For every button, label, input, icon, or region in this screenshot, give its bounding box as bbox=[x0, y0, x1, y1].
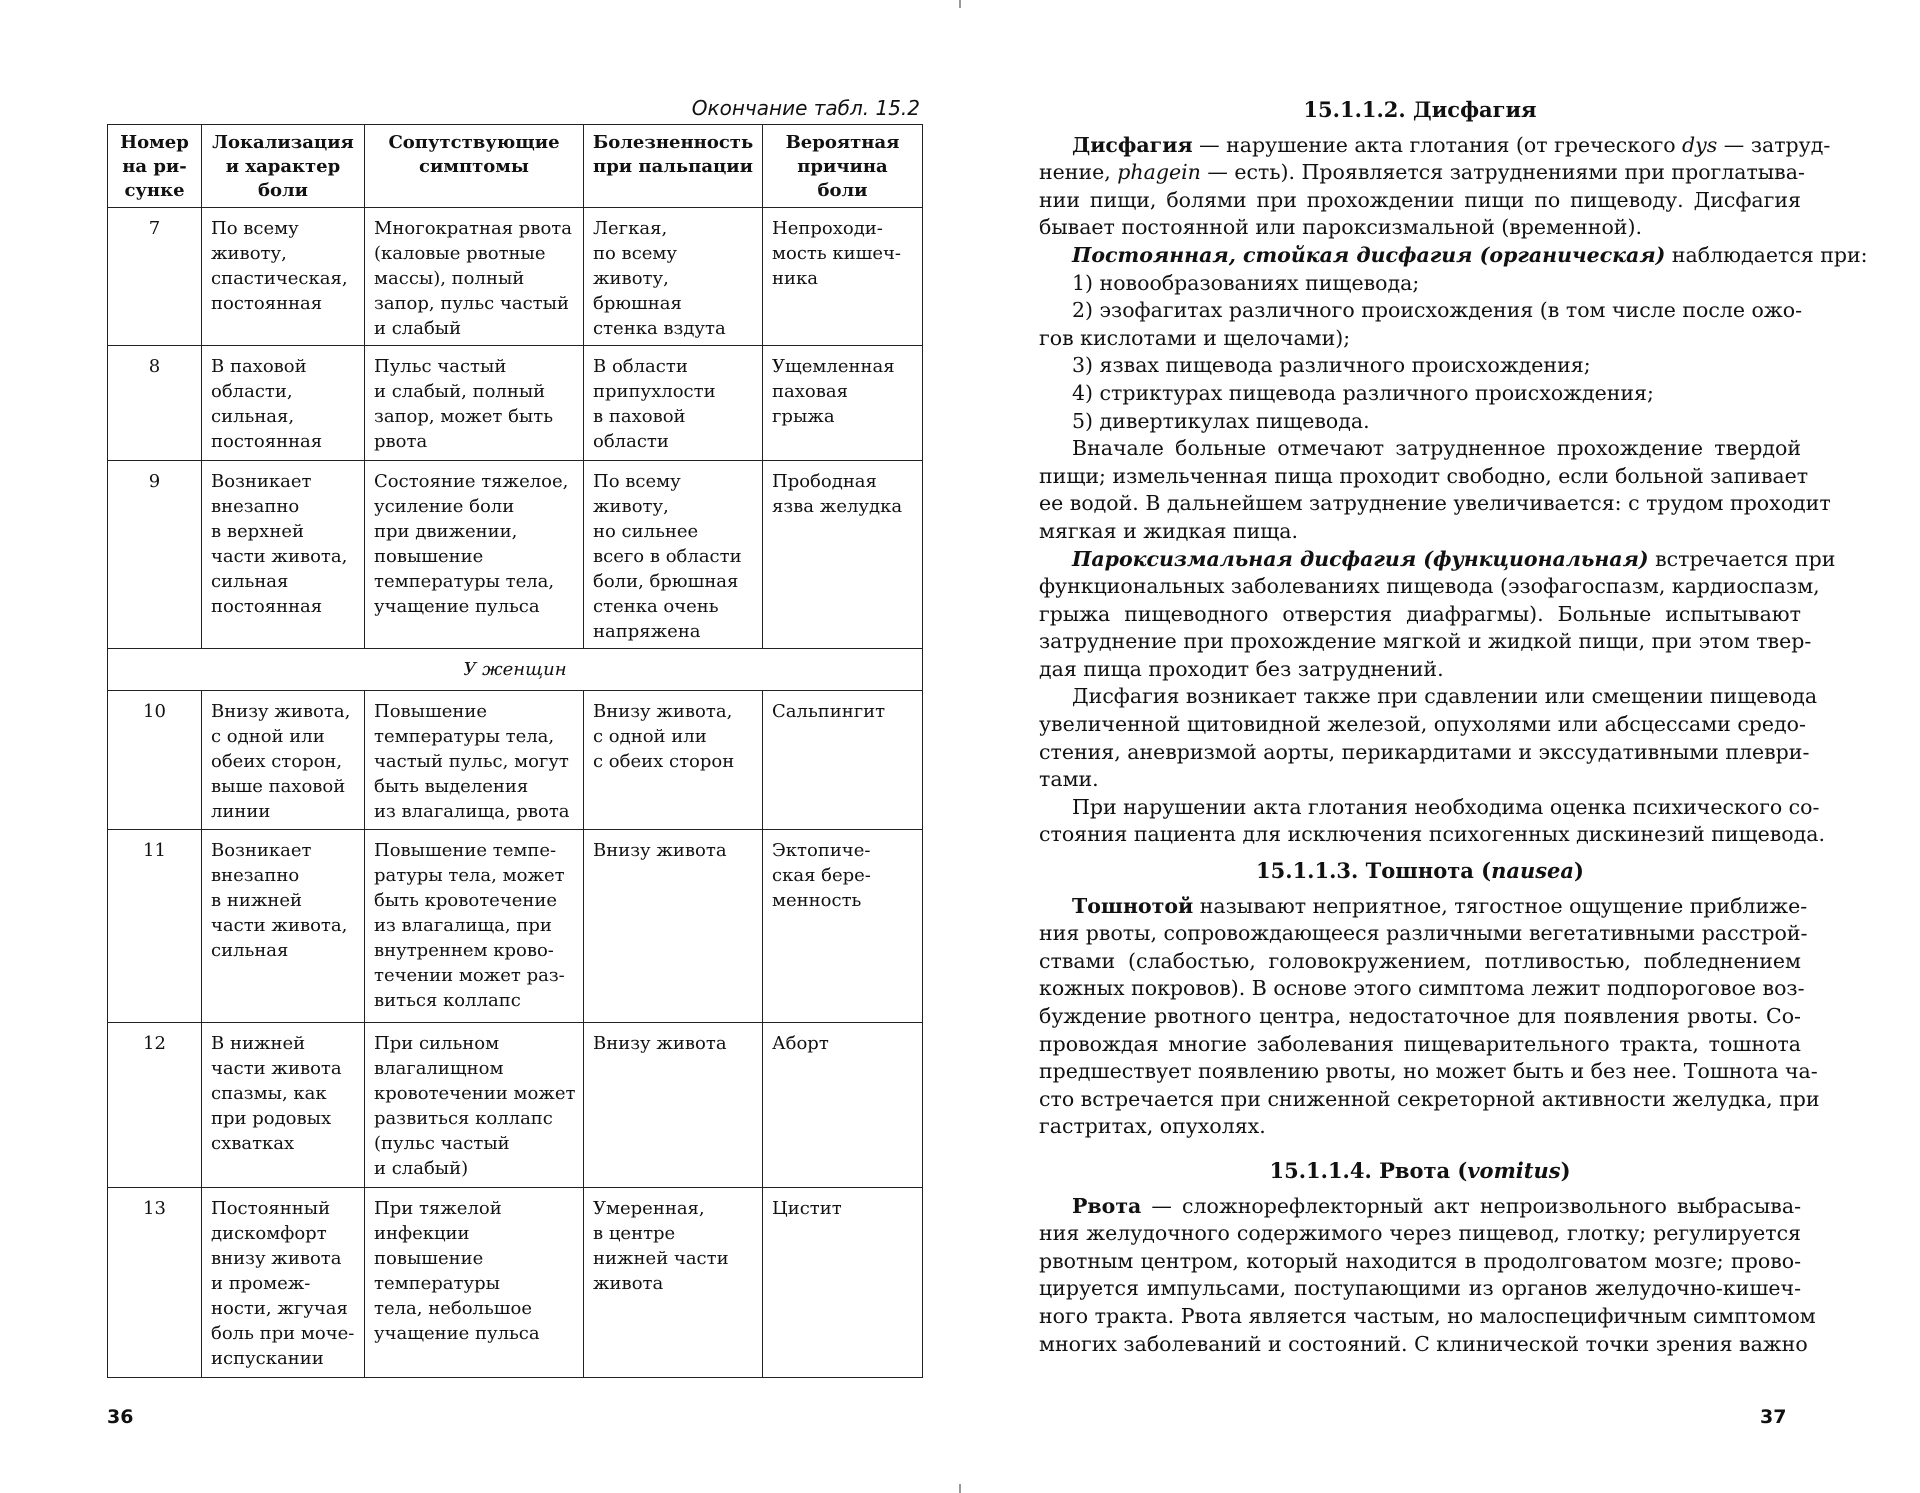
cell-line: язва желудка bbox=[772, 496, 903, 517]
cell-line: линии bbox=[211, 801, 271, 822]
dysphagia-p4-line1: Пароксизмальная дисфагия (функциональная) встречается при bbox=[1072, 546, 1836, 571]
text-line: затруднение при прохождение мягкой и жидкой пищи, при этом твер- bbox=[1039, 629, 1812, 654]
cell-line: Возникает bbox=[211, 840, 312, 861]
cell-line: с одной или bbox=[593, 726, 707, 747]
cell-line: сильная bbox=[211, 940, 289, 961]
dysphagia-p2-line1: Постоянная, стойкая дисфагия (органическая) наблюдается при: bbox=[1072, 242, 1868, 267]
cell-line: рвота bbox=[374, 431, 428, 452]
table-caption: Окончание табл. 15.2 bbox=[691, 96, 920, 120]
cell-palpation bbox=[584, 1188, 763, 1378]
cell-line: Вероятная bbox=[785, 132, 900, 153]
dysphagia-p1-line3: нии пищи, болями при прохождении пищи по пищеводу. Дисфагия bbox=[1039, 187, 1801, 212]
cell-line: (пульс частый bbox=[374, 1133, 510, 1154]
cell-line: части живота, bbox=[211, 915, 348, 936]
cell-line: Ущемленная bbox=[772, 356, 895, 377]
header-symptoms bbox=[365, 125, 584, 208]
text-line: цируется импульсами, поступающими из органов желудочно-кишеч- bbox=[1039, 1276, 1801, 1301]
cell-line: учащение пульса bbox=[374, 1323, 540, 1344]
cell-line: боль при моче- bbox=[211, 1323, 355, 1344]
cell-localization bbox=[202, 461, 365, 649]
cell-line: паховая bbox=[772, 381, 848, 402]
cell-line: на ри- bbox=[122, 156, 187, 177]
heading-nausea: 15.1.1.3. Тошнота (nausea) bbox=[1256, 858, 1584, 884]
cell-line: Сальпингит bbox=[772, 701, 886, 722]
cell-line: внутреннем крово- bbox=[374, 940, 554, 961]
nausea-line1: Тошнотой называют неприятное, тягостное ощущение приближе- bbox=[1072, 893, 1808, 918]
cell-line: постоянная bbox=[211, 596, 323, 617]
cell-line: и характер bbox=[225, 156, 341, 177]
cell-line: В области bbox=[593, 356, 688, 377]
cell-line: в нижней bbox=[211, 890, 303, 911]
cell-line: живота bbox=[593, 1273, 664, 1294]
cell-line: Повышение bbox=[374, 701, 488, 722]
dysphagia-p1-line2: нение, phagein — есть). Проявляется затруднениями при проглатыва- bbox=[1039, 160, 1805, 185]
cell-line: постоянная bbox=[211, 431, 323, 452]
text-line: ствами (слабостью, головокружением, потливостью, побледнением bbox=[1039, 948, 1801, 973]
table-row bbox=[108, 1023, 923, 1188]
dysphagia-p6 bbox=[1039, 794, 1825, 849]
dysphagia-p4 bbox=[1039, 573, 1820, 683]
cell-cause bbox=[763, 1023, 923, 1188]
cell-line: симптомы bbox=[419, 156, 529, 177]
cell-line: боли bbox=[817, 180, 868, 201]
cell-line: с обеих сторон bbox=[593, 751, 735, 772]
cell-line: сильная bbox=[211, 571, 289, 592]
cell-line: Эктопиче- bbox=[772, 840, 871, 861]
list-item: 5) дивертикулах пищевода. bbox=[1072, 408, 1370, 433]
heading-vomiting: 15.1.1.4. Рвота (vomitus) bbox=[1269, 1157, 1571, 1183]
text-line: гастритах, опухолях. bbox=[1039, 1114, 1266, 1139]
list-item: гов кислотами и щелочами); bbox=[1039, 325, 1351, 350]
dysphagia-p1-line4: бывает постоянной или пароксизмальной (временной). bbox=[1039, 215, 1642, 240]
list-item: 4) стриктурах пищевода различного происхождения; bbox=[1072, 380, 1654, 405]
cell-line: Возникает bbox=[211, 471, 312, 492]
cell-symptoms bbox=[365, 830, 584, 1023]
cell-number: 11 bbox=[108, 830, 202, 1023]
cell-line: усиление боли bbox=[374, 496, 515, 517]
cell-localization bbox=[202, 830, 365, 1023]
list-item: 3) язвах пищевода различного происхождения; bbox=[1072, 353, 1591, 378]
cell-line: стенка очень bbox=[593, 596, 719, 617]
cell-number: 10 bbox=[108, 691, 202, 830]
cell-line: По всему bbox=[211, 218, 299, 239]
text-line: Дисфагия возникает также при сдавлении или смещении пищевода bbox=[1072, 684, 1818, 709]
cell-line: части живота bbox=[211, 1058, 342, 1079]
cell-cause bbox=[763, 461, 923, 649]
cell-line: внезапно bbox=[211, 496, 300, 517]
nausea-paragraph bbox=[1039, 920, 1820, 1141]
cell-line: В нижней bbox=[211, 1033, 306, 1054]
cell-line: всего в области bbox=[593, 546, 742, 567]
cell-line: Непроходи- bbox=[772, 218, 883, 239]
cell-line: и слабый bbox=[374, 318, 462, 339]
cell-line: в паховой bbox=[593, 406, 686, 427]
table-row bbox=[108, 830, 923, 1023]
cell-cause bbox=[763, 691, 923, 830]
cell-line: Внизу живота bbox=[593, 840, 727, 861]
cell-cause bbox=[763, 208, 923, 346]
text-line: стения, аневризмой аорты, перикардитами и экссудативными плеври- bbox=[1039, 739, 1810, 764]
text-line: стояния пациента для исключения психогенных дискинезий пищевода. bbox=[1039, 822, 1825, 847]
text-line: Вначале больные отмечают затрудненное прохождение твердой bbox=[1072, 436, 1801, 461]
cell-line: виться коллапс bbox=[374, 990, 521, 1011]
cell-line: частый пульс, могут bbox=[374, 751, 569, 772]
cell-line: мость кишеч- bbox=[772, 243, 902, 264]
cell-localization bbox=[202, 1188, 365, 1378]
cell-cause bbox=[763, 1188, 923, 1378]
cell-line: в верхней bbox=[211, 521, 304, 542]
cell-line: причина bbox=[797, 156, 888, 177]
cell-line: Легкая, bbox=[593, 218, 668, 239]
cell-line: грыжа bbox=[772, 406, 835, 427]
table-body-general bbox=[108, 208, 923, 649]
cell-line: температуры тела, bbox=[374, 726, 555, 747]
cell-line: дискомфорт bbox=[211, 1223, 327, 1244]
cell-palpation bbox=[584, 1023, 763, 1188]
cell-localization bbox=[202, 346, 365, 461]
cell-palpation bbox=[584, 208, 763, 346]
text-line: дая пища проходит без затруднений. bbox=[1039, 656, 1444, 681]
cell-line: тела, небольшое bbox=[374, 1298, 533, 1319]
cell-line: Локализация bbox=[212, 132, 354, 153]
cell-palpation bbox=[584, 346, 763, 461]
header-localization bbox=[202, 125, 365, 208]
cell-line: выше паховой bbox=[211, 776, 346, 797]
cell-line: ская бере- bbox=[772, 865, 871, 886]
cell-line: Прободная bbox=[772, 471, 877, 492]
text-line: грыжа пищеводного отверстия диафрагмы). Больные испытывают bbox=[1039, 601, 1801, 626]
table-row bbox=[108, 346, 923, 461]
cell-line: области, bbox=[211, 381, 293, 402]
table-row bbox=[108, 691, 923, 830]
cell-line: боли, брюшная bbox=[593, 571, 739, 592]
cell-line: повышение bbox=[374, 1248, 484, 1269]
vomiting-line1: Рвота — сложнорефлекторный акт непроизвольного выбрасыва- bbox=[1072, 1193, 1801, 1218]
header-number bbox=[108, 125, 202, 208]
cell-line: Внизу живота, bbox=[211, 701, 351, 722]
cell-line: спазмы, как bbox=[211, 1083, 327, 1104]
cell-line: брюшная bbox=[593, 293, 682, 314]
cell-line: из влагалища, рвота bbox=[374, 801, 570, 822]
heading-dysphagia: 15.1.1.2. Дисфагия bbox=[1303, 97, 1537, 122]
cell-line: Болезненность bbox=[592, 132, 754, 153]
text-line: кожных покровов). В основе этого симптома лежит подпороговое воз- bbox=[1039, 976, 1805, 1001]
cell-line: по всему bbox=[593, 243, 678, 264]
cell-symptoms bbox=[365, 461, 584, 649]
cell-line: при пальпации bbox=[593, 156, 753, 177]
cell-line: ности, жгучая bbox=[211, 1298, 348, 1319]
cell-line: менность bbox=[772, 890, 862, 911]
vomiting-paragraph bbox=[1039, 1220, 1816, 1358]
cell-localization bbox=[202, 208, 365, 346]
cell-line: и слабый) bbox=[374, 1158, 469, 1179]
cell-line: ника bbox=[772, 268, 818, 289]
text-line: ния рвоты, сопровождающееся различными вегетативными расстрой- bbox=[1039, 921, 1808, 946]
cell-line: Повышение темпе- bbox=[374, 840, 557, 861]
header-palpation bbox=[584, 125, 763, 208]
cell-line: при движении, bbox=[374, 521, 518, 542]
cell-line: области bbox=[593, 431, 669, 452]
cell-number: 12 bbox=[108, 1023, 202, 1188]
cell-symptoms bbox=[365, 1023, 584, 1188]
cell-line: схватках bbox=[211, 1133, 295, 1154]
header-cause bbox=[763, 125, 923, 208]
cell-line: животу, bbox=[593, 496, 669, 517]
cell-line: В паховой bbox=[211, 356, 307, 377]
cell-line: Пульс частый bbox=[374, 356, 507, 377]
table-row bbox=[108, 461, 923, 649]
cell-symptoms bbox=[365, 1188, 584, 1378]
cell-palpation bbox=[584, 691, 763, 830]
cell-line: животу, bbox=[211, 243, 287, 264]
text-line: ния желудочного содержимого через пищевод, глотку; регулируется bbox=[1039, 1221, 1801, 1246]
cell-line: быть выделения bbox=[374, 776, 529, 797]
cell-line: испускании bbox=[211, 1348, 324, 1369]
text-line: пищи; измельченная пища проходит свободно, если больной запивает bbox=[1039, 463, 1809, 488]
cell-line: развиться коллапс bbox=[374, 1108, 553, 1129]
cell-line: инфекции bbox=[374, 1223, 470, 1244]
cell-number: 9 bbox=[108, 461, 202, 649]
cell-line: Цистит bbox=[772, 1198, 842, 1219]
text-line: тами. bbox=[1039, 767, 1099, 792]
cell-localization bbox=[202, 1023, 365, 1188]
cell-line: обеих сторон, bbox=[211, 751, 343, 772]
table-row bbox=[108, 1188, 923, 1378]
cell-line: части живота, bbox=[211, 546, 348, 567]
cell-line: в центре bbox=[593, 1223, 676, 1244]
cell-line: и слабый, полный bbox=[374, 381, 546, 402]
text-line: функциональных заболеваниях пищевода (эзофагоспазм, кардиоспазм, bbox=[1039, 574, 1820, 599]
page-number-left: 36 bbox=[107, 1406, 134, 1428]
cell-line: По всему bbox=[593, 471, 681, 492]
cell-line: быть кровотечение bbox=[374, 890, 558, 911]
cell-line: внизу живота bbox=[211, 1248, 342, 1269]
gutter-mark-top bbox=[959, 0, 961, 8]
text-line: увеличенной щитовидной железой, опухолями или абсцессами средо- bbox=[1039, 712, 1806, 737]
cell-line: запор, пульс частый bbox=[374, 293, 569, 314]
cell-line: температуры тела, bbox=[374, 571, 555, 592]
cell-symptoms bbox=[365, 208, 584, 346]
cell-line: боли bbox=[257, 180, 309, 201]
text-line: буждение рвотного центра, недостаточное для появления рвоты. Со- bbox=[1039, 1004, 1801, 1028]
cell-line: из влагалища, при bbox=[374, 915, 552, 936]
cell-line: повышение bbox=[374, 546, 484, 567]
text-column bbox=[1039, 96, 1868, 1358]
dysphagia-p1-line1: Дисфагия — нарушение акта глотания (от греческого dys — затруд- bbox=[1072, 132, 1831, 157]
text-line: ного тракта. Рвота является частым, но малоспецифичным симптомом bbox=[1039, 1303, 1816, 1328]
cell-symptoms bbox=[365, 691, 584, 830]
cell-line: постоянная bbox=[211, 293, 323, 314]
cell-line: (каловые рвотные bbox=[374, 243, 546, 264]
dysphagia-p3 bbox=[1039, 435, 1831, 545]
cell-line: кровотечении может bbox=[374, 1083, 576, 1104]
cell-line: течении может раз- bbox=[374, 965, 565, 986]
text-line: сто встречается при сниженной секреторной активности желудка, при bbox=[1039, 1086, 1820, 1111]
cell-line: учащение пульса bbox=[374, 596, 540, 617]
cell-number: 8 bbox=[108, 346, 202, 461]
cell-line: Номер bbox=[120, 132, 189, 153]
cell-line: Постоянный bbox=[211, 1198, 331, 1219]
cell-line: Сопутствующие bbox=[388, 132, 560, 153]
text-line: провождая многие заболевания пищеварительного тракта, тошнота bbox=[1039, 1031, 1801, 1056]
cell-line: влагалищном bbox=[374, 1058, 504, 1079]
table-body-women bbox=[108, 691, 923, 1378]
text-line: предшествует появлению рвоты, но может быть и без нее. Тошнота ча- bbox=[1039, 1059, 1818, 1084]
cell-line: спастическая, bbox=[211, 268, 348, 289]
cell-line: Аборт bbox=[772, 1033, 829, 1054]
cell-line: массы), полный bbox=[374, 268, 525, 289]
cell-line: животу, bbox=[593, 268, 669, 289]
pain-table bbox=[107, 124, 923, 1378]
cell-number: 13 bbox=[108, 1188, 202, 1378]
cell-line: но сильнее bbox=[593, 521, 699, 542]
table-row bbox=[108, 208, 923, 346]
cell-localization bbox=[202, 691, 365, 830]
cell-cause bbox=[763, 346, 923, 461]
cell-line: и промеж- bbox=[211, 1273, 311, 1294]
cell-line: при родовых bbox=[211, 1108, 332, 1129]
cell-line: Многократная рвота bbox=[374, 218, 572, 239]
cell-line: При тяжелой bbox=[374, 1198, 502, 1219]
cell-line: Состояние тяжелое, bbox=[374, 471, 569, 492]
cell-line: с одной или bbox=[211, 726, 325, 747]
table-header-row bbox=[108, 125, 923, 208]
dysphagia-list bbox=[1039, 270, 1801, 436]
cell-line: сильная, bbox=[211, 406, 295, 427]
dysphagia-p5 bbox=[1039, 683, 1818, 793]
page-number-right: 37 bbox=[1760, 1406, 1787, 1428]
cell-line: Внизу живота, bbox=[593, 701, 733, 722]
right-page bbox=[960, 0, 1920, 1493]
cell-line: стенка вздута bbox=[593, 318, 726, 339]
cell-symptoms bbox=[365, 346, 584, 461]
list-item: 2) эзофагитах различного происхождения (в том числе после ожо- bbox=[1072, 298, 1803, 323]
cell-line: внезапно bbox=[211, 865, 300, 886]
list-item: 1) новообразованиях пищевода; bbox=[1072, 270, 1420, 295]
cell-line: нижней части bbox=[593, 1248, 729, 1269]
text-line: многих заболеваний и состояний. С клинической точки зрения важно bbox=[1039, 1331, 1808, 1356]
gutter-mark-bottom bbox=[959, 1484, 961, 1493]
text-line: рвотным центром, который находится в продолговатом мозге; прово- bbox=[1039, 1248, 1801, 1273]
text-line: ее водой. В дальнейшем затруднение увеличивается: с трудом проходит bbox=[1039, 491, 1831, 516]
cell-line: При сильном bbox=[374, 1033, 500, 1054]
cell-line: напряжена bbox=[593, 621, 701, 642]
cell-line: температуры bbox=[374, 1273, 500, 1294]
cell-line: ратуры тела, может bbox=[374, 865, 565, 886]
cell-line: припухлости bbox=[593, 381, 716, 402]
group-row bbox=[108, 649, 923, 691]
cell-number: 7 bbox=[108, 208, 202, 346]
cell-line: сунке bbox=[124, 180, 185, 201]
table-group-women bbox=[108, 649, 923, 691]
cell-cause bbox=[763, 830, 923, 1023]
text-line: При нарушении акта глотания необходима оценка психического со- bbox=[1072, 794, 1820, 819]
cell-line: Внизу живота bbox=[593, 1033, 727, 1054]
cell-line: запор, может быть bbox=[374, 406, 553, 427]
group-label: У женщин bbox=[108, 649, 923, 691]
cell-palpation bbox=[584, 830, 763, 1023]
cell-palpation bbox=[584, 461, 763, 649]
text-line: мягкая и жидкая пища. bbox=[1039, 518, 1299, 543]
cell-line: Умеренная, bbox=[593, 1198, 705, 1219]
